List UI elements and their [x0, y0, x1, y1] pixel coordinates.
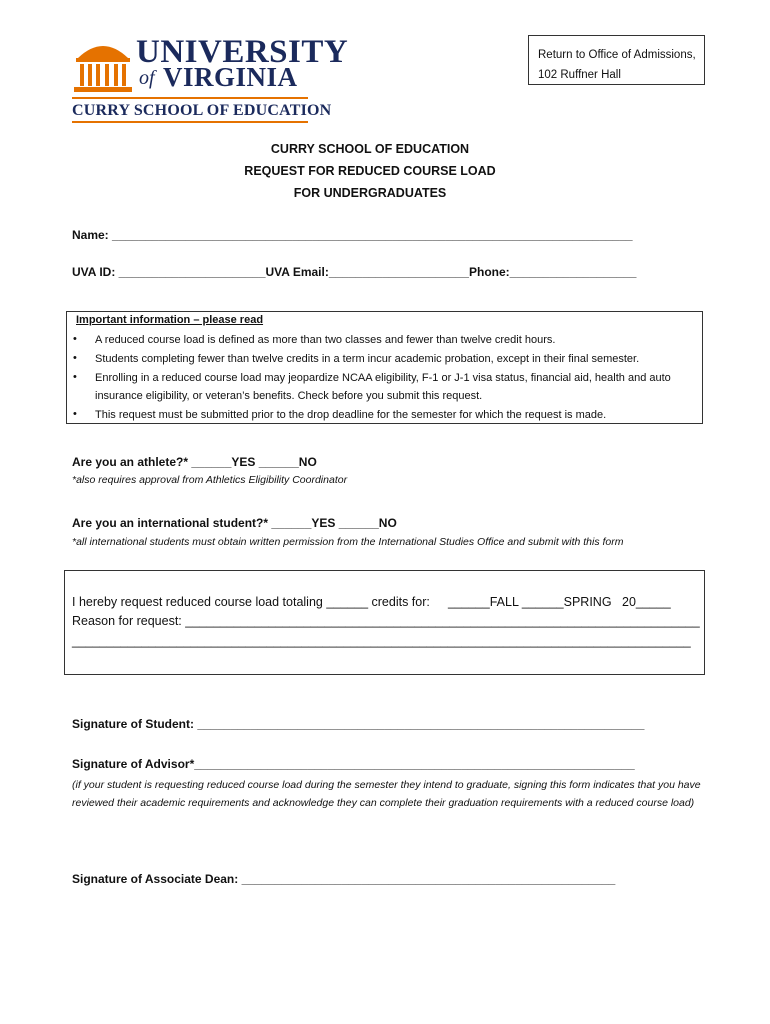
advisor-signature-field[interactable]: Signature of Advisor*__________________________________________________________________ [72, 757, 635, 771]
bullet-icon: • [73, 352, 77, 364]
bullet-icon: • [73, 408, 77, 420]
reason-field[interactable]: Reason for request: __________________________________________________________________________ [72, 614, 700, 628]
form-title-line-2: REQUEST FOR REDUCED COURSE LOAD [244, 164, 496, 178]
logo-of-text: of [139, 67, 155, 89]
student-signature-field[interactable]: Signature of Student: ___________________________________________________________________ [72, 717, 645, 731]
form-title-line-1: CURRY SCHOOL OF EDUCATION [270, 142, 470, 156]
reason-continuation-line[interactable]: _________________________________________________________________________________________ [72, 634, 691, 648]
return-address-box [528, 35, 705, 85]
info-item: This request must be submitted prior to the drop deadline for the semester for which the request is made. [95, 409, 607, 421]
international-note: *all international students must obtain written permission from the International Studies Office and submit with this form [72, 536, 624, 548]
logo-university-text: UNIVERSITY [136, 34, 349, 70]
credits-request-field[interactable]: I hereby request reduced course load totaling ______ credits for: [72, 595, 430, 609]
info-item: Enrolling in a reduced course load may jeopardize NCAA eligibility, F-1 or J-1 visa status, financial aid, health and auto insurance eligibility, or veteran’s benefits. Check before you submit this request. [95, 372, 671, 402]
semester-choice-field[interactable]: ______FALL ______SPRING [448, 595, 612, 609]
athlete-question[interactable]: Are you an athlete?* ______YES ______NO [72, 455, 317, 469]
rotunda-logo-icon [74, 36, 132, 94]
return-line-1: Return to Office of Admissions, [538, 49, 696, 61]
athlete-note: *also requires approval from Athletics Eligibility Coordinator [72, 474, 348, 486]
info-item: A reduced course load is defined as more than two classes and fewer than twelve credit hours. [95, 334, 556, 346]
logo-virginia-text: VIRGINIA [163, 62, 298, 92]
international-question[interactable]: Are you an international student?* ______YES ______NO [72, 516, 397, 530]
bullet-icon: • [73, 371, 77, 383]
advisor-note: (if your student is requesting reduced course load during the semester they intend to graduate, signing this form indicates that you have reviewed their academic requirements and acknowledge they can complete their graduation requirements with a reduced course load) [72, 779, 701, 809]
id-email-phone-field[interactable]: UVA ID: ______________________UVA Email:_____________________Phone:___________________ [72, 265, 637, 279]
bullet-icon: • [73, 333, 77, 345]
info-item: Students completing fewer than twelve credits in a term incur academic probation, except in their final semester. [95, 353, 640, 365]
name-field[interactable]: Name: ______________________________________________________________________________ [72, 228, 633, 242]
form-title-line-3: FOR UNDERGRADUATES [293, 186, 447, 200]
associate-dean-signature-field[interactable]: Signature of Associate Dean: ________________________________________________________ [72, 872, 616, 886]
logo-divider [72, 97, 308, 99]
return-line-2: 102 Ruffner Hall [538, 69, 621, 81]
logo-school-text: CURRY SCHOOL OF EDUCATION [72, 102, 332, 119]
year-field[interactable]: 20_____ [622, 595, 671, 609]
important-info-heading: Important information – please read [76, 314, 264, 326]
logo-underline [72, 121, 308, 123]
